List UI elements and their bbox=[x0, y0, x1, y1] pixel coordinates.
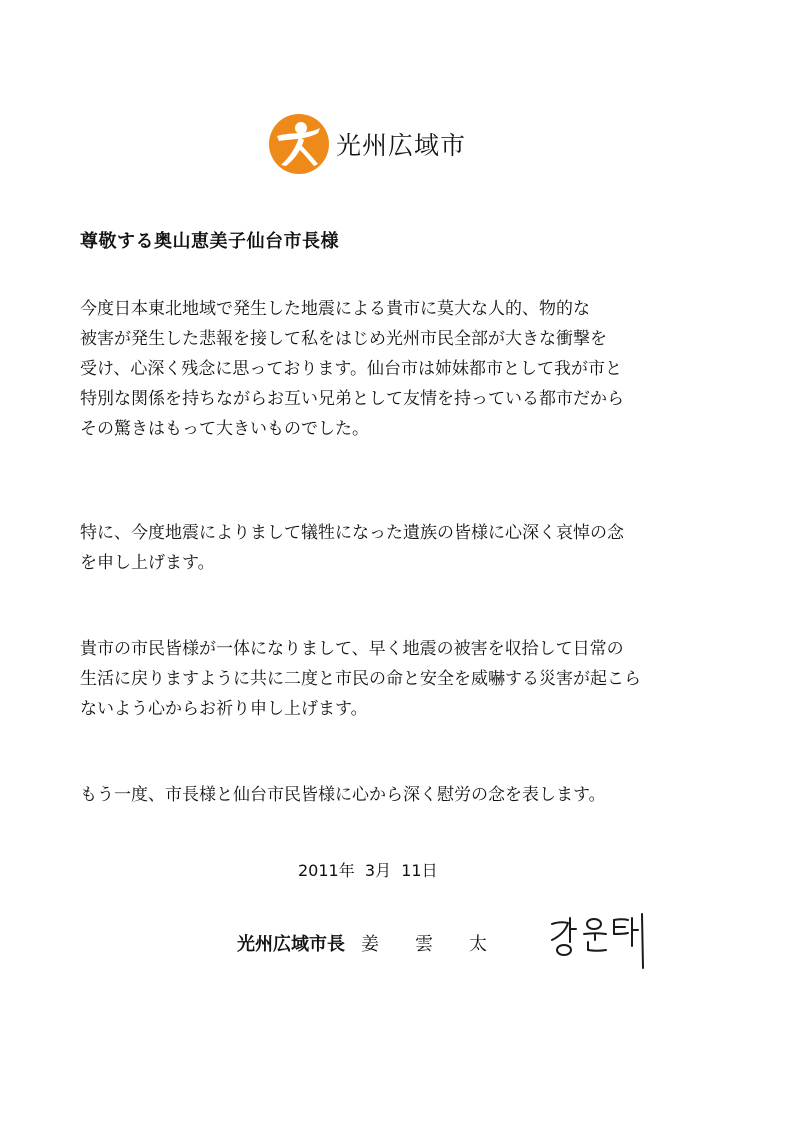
paragraph-line: を申し上げます。 bbox=[80, 553, 215, 573]
letter-date: 2011年 3月 11日 bbox=[298, 861, 438, 880]
letter-paragraph-2 bbox=[80, 518, 720, 578]
paragraph-line: 特に、今度地震によりまして犠牲になった遺族の皆様に心深く哀悼の念 bbox=[80, 523, 624, 543]
paragraph-line: 特別な関係を持ちながらお互い兄弟として友情を持っている都市だから bbox=[80, 389, 624, 409]
paragraph-line: ないよう心からお祈り申し上げます。 bbox=[80, 699, 368, 719]
paragraph-line: もう一度、市長様と仙台市民皆様に心から深く慰労の念を表します。 bbox=[80, 785, 606, 805]
signatory-name: 姜 雲 太 bbox=[361, 934, 487, 955]
paragraph-line: 被害が発生した悲報を接して私をはじめ光州市民全部が大きな衝撃を bbox=[80, 329, 607, 349]
paragraph-line: その驚きはもって大きいものでした。 bbox=[80, 419, 369, 439]
letter-salutation: 尊敬する奥山恵美子仙台市長様 bbox=[80, 231, 339, 252]
paragraph-line: 貴市の市民皆様が一体になりまして、早く地震の被害を収拾して日常の bbox=[80, 639, 624, 659]
signatory-title: 光州広域市長 bbox=[237, 934, 345, 955]
letter-paragraph-1 bbox=[80, 294, 720, 444]
org-logo bbox=[268, 113, 466, 175]
handwritten-signature bbox=[548, 912, 652, 970]
gwangju-emblem-icon bbox=[268, 113, 330, 175]
letter-paragraph-3 bbox=[80, 634, 720, 724]
paragraph-line: 生活に戻りますように共に二度と市民の命と安全を威嚇する災害が起こら bbox=[80, 669, 641, 689]
signature-block bbox=[237, 930, 487, 956]
org-name: 光州広域市 bbox=[336, 131, 467, 160]
paragraph-line: 受け、心深く残念に思っております。仙台市は姉妹都市として我が市と bbox=[80, 359, 622, 379]
letter-paragraph-4 bbox=[80, 780, 720, 810]
paragraph-line: 今度日本東北地域で発生した地震による貴市に莫大な人的、物的な bbox=[80, 299, 590, 319]
